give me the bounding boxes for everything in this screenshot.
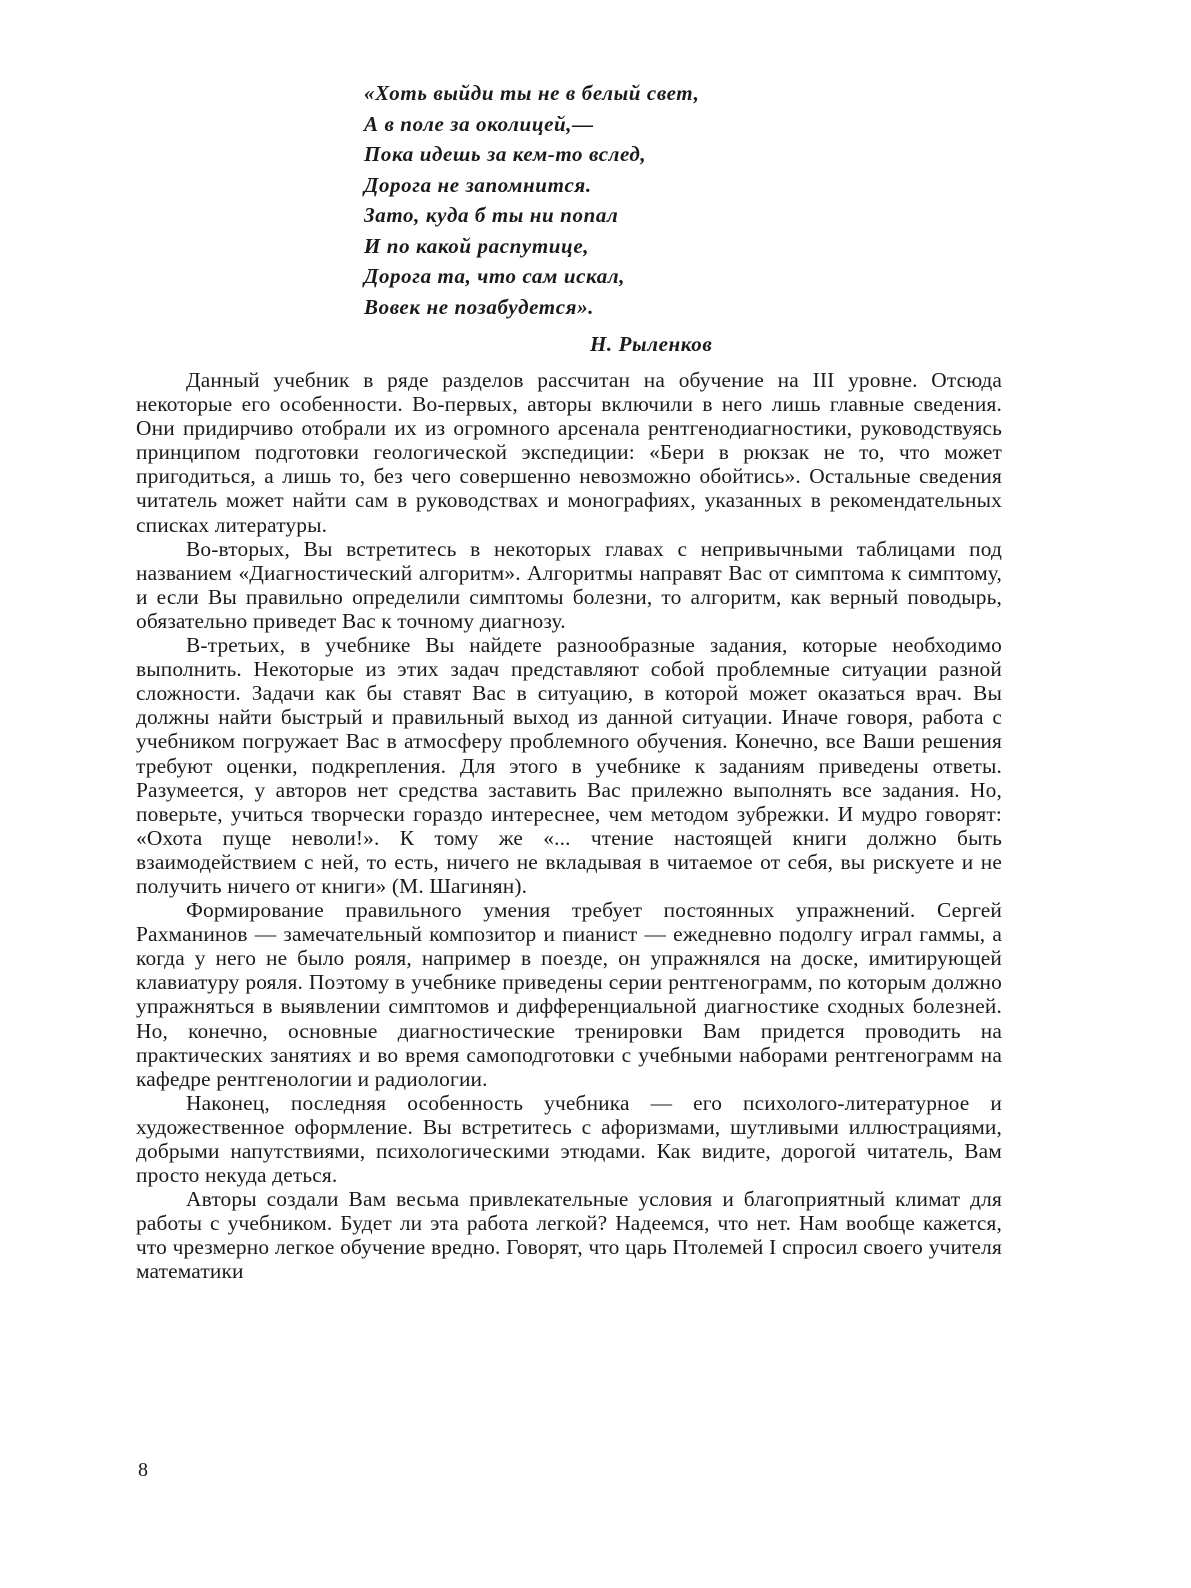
main-text — [136, 368, 1002, 1284]
paragraph: Во-вторых, Вы встретитесь в некоторых главах с непривычными таблицами под названием «Диагностический алгоритм». Алгоритмы направят Вас от симптома к симптому, и если Вы правильно определили симптомы болезни, то алгоритм, как верный поводырь, обязательно приведет Вас к точному диагнозу. — [136, 536, 1002, 633]
paragraph: В-третьих, в учебнике Вы найдете разнообразные задания, которые необходимо выполнить. Некоторые из этих задач представляют собой проблемные ситуации разной сложности. Задачи как бы ставят Вас в ситуацию, в которой может оказаться врач. Вы должны найти быстрый и правильный выход из данной ситуации. Иначе говоря, работа с учебником погружает Вас в атмосферу проблемного обучения. Конечно, все Ваши решения требуют оценки, подкрепления. Для этого в учебнике к заданиям приведены ответы. Разумеется, у авторов нет средства заставить Вас прилежно выполнять все задания. Но, поверьте, учиться творчески гораздо интереснее, чем методом зубрежки. И мудро говорят: «Охота пуще неволи!». К тому же «... чтение настоящей книги должно быть взаимодействием с ней, то есть, ничего не вкладывая в читаемое от себя, вы рискуете и не получить ничего от книги» (М. Шагинян). — [136, 633, 1002, 898]
epigraph — [364, 78, 884, 358]
epigraph-line: «Хоть выйди ты не в белый свет, — [364, 81, 700, 105]
paragraph: Формирование правильного умения требует постоянных упражнений. Сергей Рахманинов — замечательный композитор и пианист — ежедневно подолгу играл гаммы, а когда у него не было рояля, например в поезде, он упражнялся на доске, имитирующей клавиатуру рояля. Поэтому в учебнике приведены серии рентгенограмм, по которым должно упражняться в выявлении симптомов и дифференциальной диагностике сходных болезней. Но, конечно, основные диагностические тренировки Вам придется проводить на практических занятиях и во время самоподготовки с учебными наборами рентгенограмм на кафедре рентгенологии и радиологии. — [136, 898, 1002, 1091]
epigraph-line: Зато, куда б ты ни попал — [364, 203, 619, 227]
epigraph-line: Дорога та, что сам искал, — [364, 264, 626, 288]
epigraph-line: И по какой распутице, — [364, 233, 590, 258]
paragraph: Наконец, последняя особенность учебника — его психолого-литературное и художественное оформление. Вы встретитесь с афоризмами, шутливыми иллюстрациями, добрыми напутствиями, психологическими этюдами. Как видите, дорогой читатель, Вам просто некуда деться. — [136, 1090, 1002, 1188]
page-number: 8 — [138, 1459, 148, 1481]
epigraph-line: Дорога не запомнится. — [364, 172, 592, 197]
paragraph: Авторы создали Вам весьма привлекательные условия и благоприятный климат для работы с учебником. Будет ли эта работа легкой? Надеемся, что нет. Нам вообще кажется, что чрезмерно легкое обучение вредно. Говорят, что царь Птолемей I спросил своего учителя математики — [136, 1187, 1002, 1284]
paragraph: Данный учебник в ряде разделов рассчитан на обучение на III уровне. Отсюда некоторые его особенности. Во-первых, авторы включили в него лишь главные сведения. Они придирчиво отобрали их из огромного арсенала рентгенодиагностики, руководствуясь принципом подготовки геологической экспедиции: «Бери в рюкзак не то, что может пригодиться, а лишь то, без чего совершенно невозможно обойтись». Остальные сведения читатель может найти сам в руководствах и монографиях, указанных в рекомендательных списках литературы. — [136, 368, 1002, 537]
epigraph-line: Пока идешь за кем-то вслед, — [364, 142, 647, 166]
epigraph-line: А в поле за околицей,— — [364, 111, 594, 136]
epigraph-author: Н. Рыленков — [590, 332, 713, 356]
epigraph-line: Вовек не позабудется». — [364, 294, 595, 319]
